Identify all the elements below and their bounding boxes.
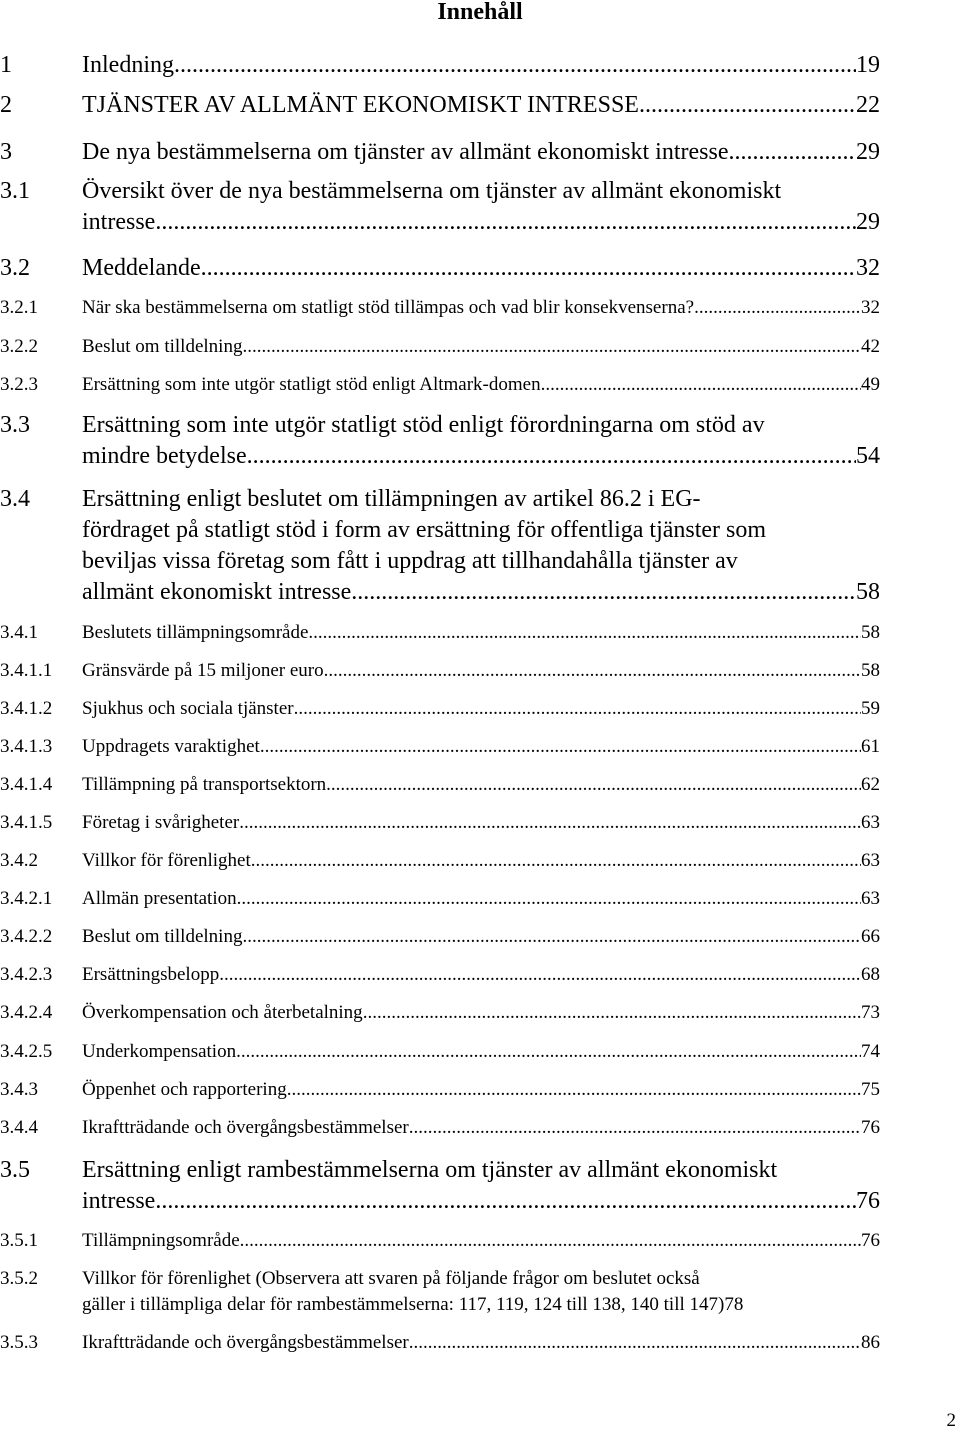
toc-entry-page: 49 bbox=[861, 374, 880, 395]
toc-entry-text: intresse bbox=[82, 1188, 156, 1214]
toc-entry-number: 3.4.2.5 bbox=[0, 1041, 53, 1062]
toc-leader-dots bbox=[155, 1186, 856, 1217]
toc-entry-text: De nya bestämmelserna om tjänster av allmänt ekonomiskt intresse bbox=[82, 139, 729, 165]
toc-leader-dots bbox=[729, 137, 857, 168]
toc-entry-text: Öppenhet och rapportering bbox=[82, 1079, 287, 1100]
toc-entry-number: 3.5 bbox=[0, 1157, 30, 1183]
toc-entry-number: 2 bbox=[0, 92, 12, 118]
toc-entry-text: Inledning bbox=[82, 52, 174, 78]
toc-leader-dots bbox=[294, 696, 861, 722]
toc-entry-page: 66 bbox=[861, 926, 880, 947]
toc-entry-text: Beslut om tilldelning bbox=[82, 336, 243, 357]
toc-entry-text: Villkor för förenlighet bbox=[82, 850, 251, 871]
toc-entry-page: 59 bbox=[861, 698, 880, 719]
toc-leader-dots bbox=[155, 207, 856, 238]
toc-entry-number: 3.4.2.4 bbox=[0, 1002, 53, 1023]
toc-entry-text: allmänt ekonomiskt intresse bbox=[82, 579, 352, 605]
toc-leader-dots bbox=[541, 372, 861, 398]
toc-entry-page: 62 bbox=[861, 774, 880, 795]
toc-entry-text: mindre betydelse bbox=[82, 443, 247, 469]
toc-entry-text: Underkompensation bbox=[82, 1041, 237, 1062]
toc-entry-text: Ersättning enligt rambestämmelserna om tjänster av allmänt ekonomiskt bbox=[82, 1157, 778, 1183]
toc-leader-dots bbox=[242, 924, 861, 950]
toc-entry-number: 1 bbox=[0, 52, 12, 78]
toc-entry-number: 3 bbox=[0, 139, 12, 165]
toc-entry-number: 3.4.1.1 bbox=[0, 660, 53, 681]
toc-entry-number: 3.4 bbox=[0, 486, 30, 512]
toc-entry-text: Ersättningsbelopp bbox=[82, 964, 220, 985]
toc-entry-number: 3.4.1.4 bbox=[0, 774, 53, 795]
toc-entry-number: 3.2.1 bbox=[0, 297, 38, 318]
toc-entry-text: Ikraftträdande och övergångsbestämmelser bbox=[82, 1117, 409, 1138]
toc-leader-dots bbox=[326, 772, 861, 798]
toc-entry-page: 63 bbox=[861, 812, 880, 833]
toc-leader-dots bbox=[639, 90, 856, 121]
toc-entry-page: 76 bbox=[861, 1230, 880, 1251]
toc-entry-page: 58 bbox=[856, 579, 880, 605]
toc-entry-page: 73 bbox=[861, 1002, 880, 1023]
toc-entry-page: 86 bbox=[861, 1332, 880, 1353]
toc-entry-text: intresse bbox=[82, 209, 156, 235]
toc-leader-dots bbox=[174, 50, 856, 81]
toc-entry-number: 3.4.2.3 bbox=[0, 964, 53, 985]
toc-leader-dots bbox=[363, 1000, 861, 1026]
toc-entry-page: 63 bbox=[861, 850, 880, 871]
toc-entry-text: Sjukhus och sociala tjänster bbox=[82, 698, 294, 719]
toc-entry-number: 3.4.2 bbox=[0, 850, 38, 871]
toc-entry-number: 3.4.1.5 bbox=[0, 812, 53, 833]
toc-entry-number: 3.4.2.1 bbox=[0, 888, 53, 909]
toc-entry-number: 3.2 bbox=[0, 255, 30, 281]
toc-entry-text: Företag i svårigheter bbox=[82, 812, 240, 833]
toc-leader-dots bbox=[287, 1077, 861, 1103]
toc-entry-text: Ersättning som inte utgör statligt stöd enligt Altmark-domen bbox=[82, 374, 541, 395]
toc-leader-dots bbox=[260, 734, 861, 760]
toc-entry-page: 42 bbox=[861, 336, 880, 357]
toc-entry-page: 58 bbox=[861, 660, 880, 681]
toc-entry-page: 76 bbox=[861, 1117, 880, 1138]
toc-entry-number: 3.3 bbox=[0, 412, 30, 438]
toc-entry-text: TJÄNSTER AV ALLMÄNT EKONOMISKT INTRESSE bbox=[82, 92, 639, 118]
toc-entry-text: Överkompensation och återbetalning bbox=[82, 1002, 363, 1023]
toc-entry-number: 3.4.1.2 bbox=[0, 698, 53, 719]
toc-entry-number: 3.2.3 bbox=[0, 374, 38, 395]
toc-leader-dots bbox=[240, 1228, 861, 1254]
page-number: 2 bbox=[946, 1410, 956, 1431]
toc-entry-number: 3.1 bbox=[0, 178, 30, 204]
toc-entry-text: Gränsvärde på 15 miljoner euro bbox=[82, 660, 324, 681]
toc-entry-page: 74 bbox=[861, 1041, 880, 1062]
toc-entry-text: Tillämpningsområde bbox=[82, 1230, 240, 1251]
toc-entry-page: 19 bbox=[856, 52, 880, 78]
toc-entry-page: 32 bbox=[861, 297, 880, 318]
toc-leader-dots bbox=[308, 620, 861, 646]
toc-leader-dots bbox=[239, 810, 861, 836]
toc-entry-page: 32 bbox=[856, 255, 880, 281]
toc-entry-page: 22 bbox=[856, 92, 880, 118]
toc-entry-page: 76 bbox=[856, 1188, 880, 1214]
toc-leader-dots bbox=[201, 253, 856, 284]
toc-entry-number: 3.4.2.2 bbox=[0, 926, 53, 947]
toc-entry-text: Beslut om tilldelning bbox=[82, 926, 243, 947]
toc-entry-page: 63 bbox=[861, 888, 880, 909]
toc-leader-dots bbox=[409, 1115, 861, 1141]
toc-entry-text: Villkor för förenlighet (Observera att svaren på följande frågor om beslutet också bbox=[82, 1268, 700, 1289]
toc-entry-text: Tillämpning på transportsektorn bbox=[82, 774, 327, 795]
toc-entry-number: 3.4.1 bbox=[0, 622, 38, 643]
toc-entry-page: 61 bbox=[861, 736, 880, 757]
toc-entry-text: Ersättning som inte utgör statligt stöd enligt förordningarna om stöd av bbox=[82, 412, 765, 438]
toc-entry-number: 3.4.4 bbox=[0, 1117, 38, 1138]
toc-leader-dots bbox=[219, 962, 861, 988]
toc-title: Innehåll bbox=[437, 0, 523, 25]
toc-entry-text: Ikraftträdande och övergångsbestämmelser bbox=[82, 1332, 409, 1353]
toc-entry-page: 54 bbox=[856, 443, 880, 469]
toc-entry-text: Allmän presentation bbox=[82, 888, 237, 909]
toc-leader-dots bbox=[236, 1039, 861, 1065]
toc-entry-text: Uppdragets varaktighet bbox=[82, 736, 260, 757]
toc-entry-text: fördraget på statligt stöd i form av ersättning för offentliga tjänster som bbox=[82, 517, 767, 543]
toc-entry-number: 3.4.1.3 bbox=[0, 736, 53, 757]
toc-leader-dots bbox=[694, 295, 861, 321]
toc-leader-dots bbox=[324, 658, 861, 684]
toc-entry-number: 3.5.1 bbox=[0, 1230, 38, 1251]
toc-entry-page: 78 bbox=[724, 1294, 744, 1315]
toc-entry-page: 58 bbox=[861, 622, 880, 643]
toc-leader-dots bbox=[351, 577, 856, 608]
toc-entry-page: 29 bbox=[856, 209, 880, 235]
toc-entry-number: 3.2.2 bbox=[0, 336, 38, 357]
toc-entry-text: Meddelande bbox=[82, 255, 201, 281]
toc-entry-text: beviljas vissa företag som fått i uppdrag att tillhandahålla tjänster av bbox=[82, 548, 738, 574]
toc-entry-text: När ska bestämmelserna om statligt stöd tillämpas och vad blir konsekvenserna? bbox=[82, 297, 695, 318]
toc-leader-dots bbox=[237, 886, 861, 912]
toc-entry-number: 3.4.3 bbox=[0, 1079, 38, 1100]
toc-entry-page: 68 bbox=[861, 964, 880, 985]
toc-entry-text: Ersättning enligt beslutet om tillämpningen av artikel 86.2 i EG- bbox=[82, 486, 701, 512]
toc-leader-dots bbox=[409, 1330, 861, 1356]
toc-leader-dots bbox=[242, 334, 861, 360]
toc-entry-text: Översikt över de nya bestämmelserna om tjänster av allmänt ekonomiskt bbox=[82, 178, 782, 204]
toc-entry-page: 29 bbox=[856, 139, 880, 165]
toc-leader-dots bbox=[251, 848, 861, 874]
toc-entry-page: 75 bbox=[861, 1079, 880, 1100]
toc-entry-text: Beslutets tillämpningsområde bbox=[82, 622, 309, 643]
toc-entry-number: 3.5.2 bbox=[0, 1268, 38, 1289]
toc-leader-dots bbox=[247, 441, 856, 472]
toc-entry-number: 3.5.3 bbox=[0, 1332, 38, 1353]
toc-entry-text: gäller i tillämpliga delar för rambestämmelserna: 117, 119, 124 till 138, 140 till 147) bbox=[82, 1294, 725, 1315]
